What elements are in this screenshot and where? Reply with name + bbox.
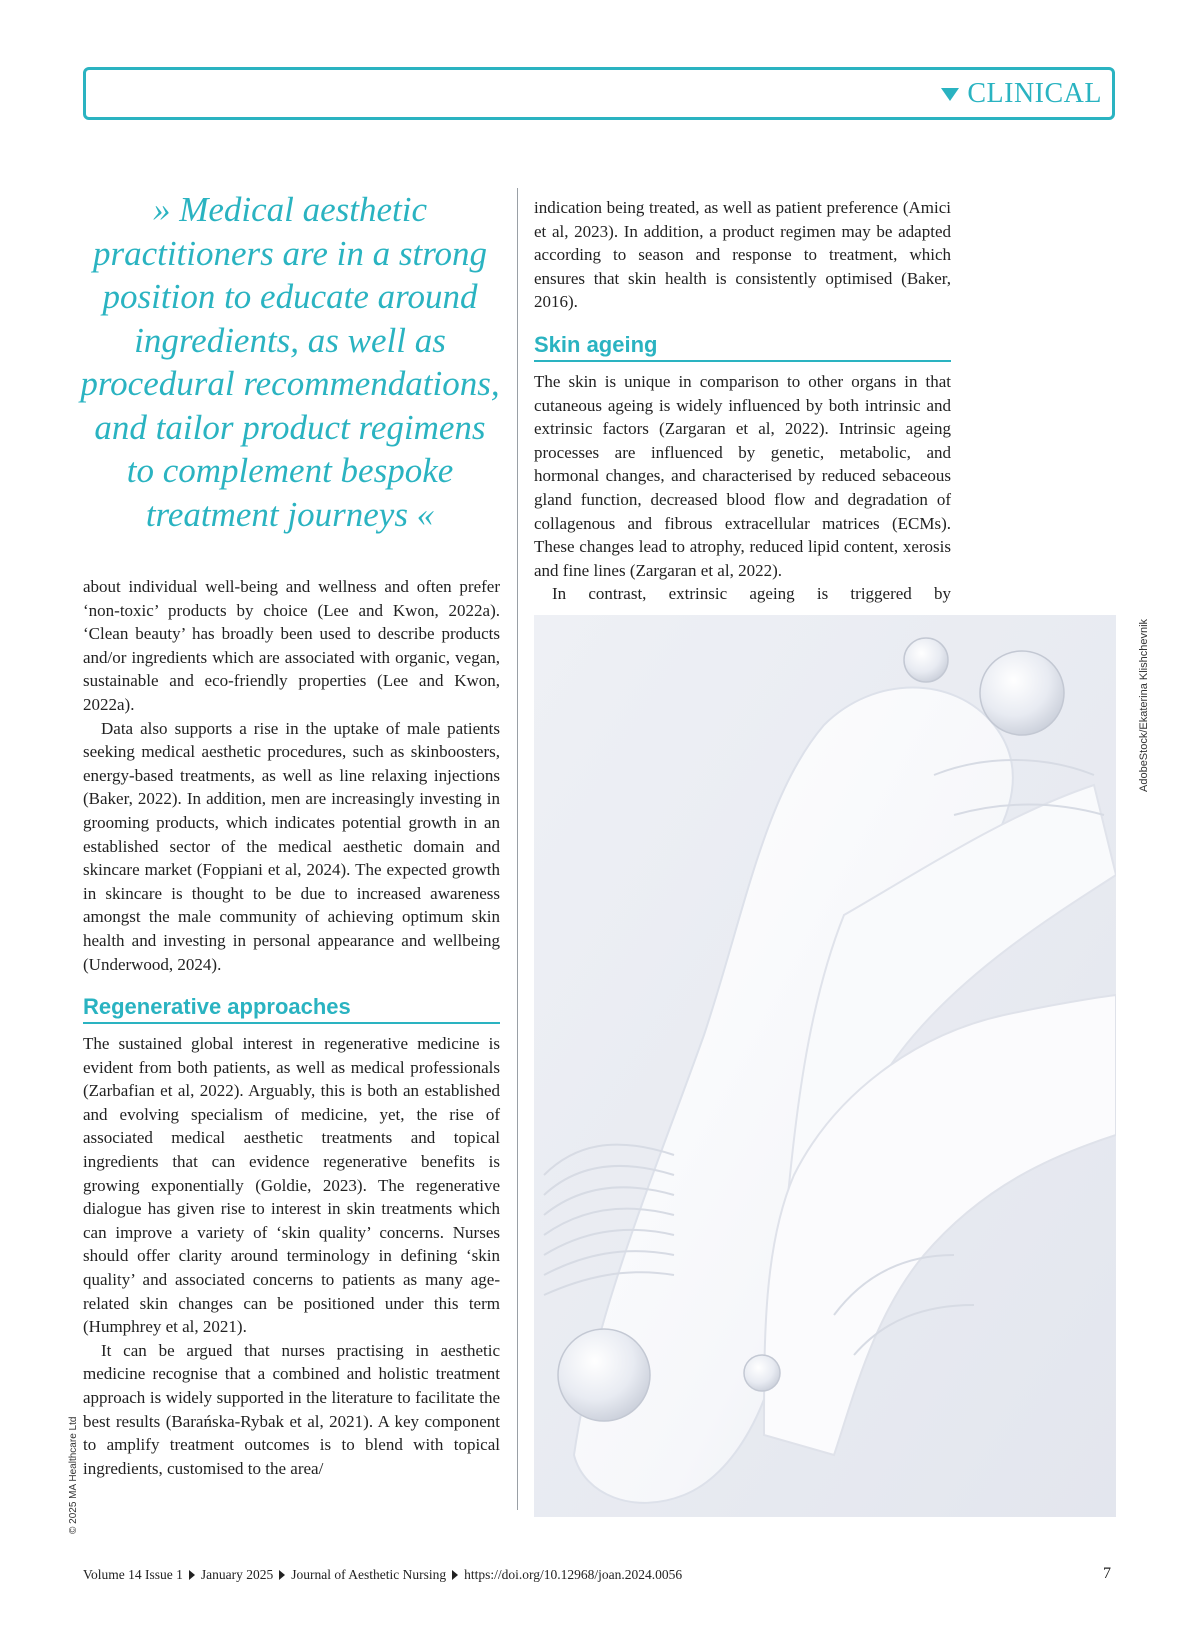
paragraph: In contrast, extrinsic ageing is triggered by <box>552 584 951 604</box>
paragraph: indication being treated, as well as patient preference (Amici et al, 2023). In addition, a product regimen may be adapted according to season and response to treatment, which ensures that skin health is consistently optimised (Baker, 2016). <box>534 198 951 312</box>
paragraph: The skin is unique in comparison to other organs in that cutaneous ageing is widely influenced by both intrinsic and extrinsic factors (Zargaran et al, 2022). Intrinsic ageing processes are influenced by genetic, metabolic, and hormonal changes, and characterised by reduced sebaceous gland function, decreased blood flow and degradation of collagenous and fibrous extracellular matrices (ECMs). These changes lead to atrophy, reduced lipid content, xerosis and fine lines (Zargaran et al, 2022). <box>534 371 951 580</box>
footer-volume: Volume 14 Issue 1 <box>83 1567 183 1582</box>
footer-journal: Journal of Aesthetic Nursing <box>291 1567 447 1582</box>
triangle-down-icon <box>941 88 959 101</box>
photo-credit-text: AdobeStock/Ekaterina Klishchevnik <box>1138 618 1150 792</box>
column-divider <box>517 188 518 1510</box>
paragraph: about individual well-being and wellness and often prefer ‘non-toxic’ products by choice (Lee and Kwon, 2022a). ‘Clean beauty’ has broadly been used to describe products and/or ingredients which are associated with organic, vegan, sustainable and eco-friendly properties (Lee and Kwon, 2022a). <box>83 577 500 714</box>
pull-quote: » Medical aesthetic practitioners are in a strong position to educate around ingredients, as well as procedural recommendations, and tailor product regimens to complement bespoke treatment journeys « <box>80 190 500 534</box>
triangle-right-icon <box>279 1570 285 1580</box>
left-column <box>83 575 500 1480</box>
footer-doi-link[interactable]: https://doi.org/10.12968/joan.2024.0056 <box>464 1567 683 1582</box>
subheading-regenerative-approaches: Regenerative approaches <box>83 994 500 1024</box>
section-label <box>941 78 1102 110</box>
photo-credit <box>1126 618 1150 792</box>
footer <box>83 1567 682 1583</box>
triangle-right-icon <box>189 1570 195 1580</box>
paragraph: The sustained global interest in regenerative medicine is evident from both patients, as well as medical professionals (Zarbafian et al, 2022). Arguably, this is both an established and evolving specialism of medicine, yet, the rise of associated medical aesthetic treatments and topical ingredients that can evidence regenerative benefits is growing exponentially (Goldie, 2023). The regenerative dialogue has given rise to interest in skin treatments which can improve a variety of ‘skin quality’ concerns. Nurses should offer clarity around terminology in defining ‘skin quality’ and associated concerns to patients as many age-related skin changes can be positioned under this term (Humphrey et al, 2021). <box>83 1034 500 1337</box>
page-number: 7 <box>1103 1565 1111 1582</box>
copyright-text: © 2025 MA Healthcare Ltd <box>68 1416 79 1534</box>
right-column <box>534 196 951 606</box>
cream-texture-illustration <box>534 615 1116 1517</box>
section-header-box <box>83 67 1115 120</box>
section-label-text: CLINICAL <box>967 78 1102 109</box>
triangle-right-icon <box>452 1570 458 1580</box>
paragraph: It can be argued that nurses practising in aesthetic medicine recognise that a combined and holistic treatment approach is widely supported in the literature to facilitate the best results (Barańska-Rybak et al, 2021). A key component to amplify treatment outcomes is to blend with topical ingredients, customised to the area/ <box>83 1340 500 1478</box>
paragraph: Data also supports a rise in the uptake of male patients seeking medical aesthetic procedures, such as skinboosters, energy-based treatments, as well as line relaxing injections (Baker, 2022). In addition, men are increasingly investing in grooming products, which indicates potential growth in an established sector of the medical aesthetic domain and skincare market (Foppiani et al, 2024). The expected growth in skincare is thought to be due to increased awareness amongst the male community of achieving optimum skin health and investing in personal appearance and wellbeing (Underwood, 2024). <box>83 718 500 974</box>
cream-texture-photo <box>534 615 1116 1517</box>
copyright <box>56 1404 79 1534</box>
subheading-skin-ageing: Skin ageing <box>534 332 951 362</box>
footer-date: January 2025 <box>200 1567 274 1582</box>
